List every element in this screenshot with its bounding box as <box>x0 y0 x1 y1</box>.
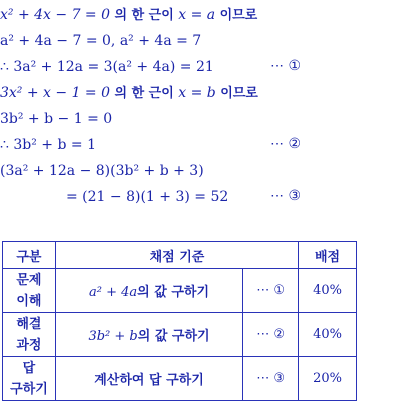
criteria-text: 계산하여 답 구하기 <box>94 373 204 388</box>
text: 이므로 <box>219 8 258 23</box>
criteria-cell <box>55 313 242 357</box>
header-points: 배점 <box>299 242 357 269</box>
category-line-1: 답 <box>22 360 36 376</box>
criteria-cell <box>55 357 242 401</box>
criteria-math: a² + 4a <box>89 285 138 300</box>
points-cell: 40% <box>299 269 357 313</box>
points-cell: 20% <box>299 357 357 401</box>
step-ref-cell: ⋯ ① <box>243 269 299 313</box>
category-cell <box>3 357 56 401</box>
solution-line-7: (3a² + 12a − 8)(3b² + b + 3) <box>0 163 204 179</box>
criteria-text: 의 값 구하기 <box>137 329 210 344</box>
solution-line-5: 3b² + b − 1 = 0 <box>0 111 113 127</box>
step-marker-2: ⋯ ② <box>270 136 302 152</box>
category-line-1: 문제 <box>16 272 42 288</box>
solution-line-3: ∴ 3a² + 12a = 3(a² + 4a) = 21 <box>0 59 214 75</box>
table-row <box>3 269 357 313</box>
solution-line-8: = (21 − 8)(1 + 3) = 52 <box>66 189 229 205</box>
equation: x = b <box>178 85 216 101</box>
points-cell: 40% <box>299 313 357 357</box>
grading-table <box>2 241 357 401</box>
text: 의 한 근이 <box>114 86 174 101</box>
text: 의 한 근이 <box>114 8 174 23</box>
category-line-2: 이해 <box>16 293 42 309</box>
table-row <box>3 357 357 401</box>
equation: x = a <box>178 7 216 23</box>
criteria-text: 의 값 구하기 <box>137 285 210 300</box>
category-cell <box>3 269 56 313</box>
category-line-1: 해결 <box>16 316 42 332</box>
equation: 3x² + x − 1 = 0 <box>0 85 111 101</box>
solution-line-1 <box>0 6 257 25</box>
table-header-row <box>3 242 357 269</box>
step-ref-cell: ⋯ ③ <box>243 357 299 401</box>
step-marker-1: ⋯ ① <box>270 58 302 74</box>
category-line-2: 구하기 <box>10 381 48 397</box>
header-criteria: 채점 기준 <box>55 242 298 269</box>
text: 이므로 <box>220 86 258 101</box>
solution-line-2: a² + 4a − 7 = 0, a² + 4a = 7 <box>0 33 202 49</box>
category-cell <box>3 313 56 357</box>
solution-line-6: ∴ 3b² + b = 1 <box>0 137 96 153</box>
criteria-cell <box>55 269 242 313</box>
table-row <box>3 313 357 357</box>
step-marker-3: ⋯ ③ <box>270 188 302 204</box>
category-line-2: 과정 <box>16 337 42 353</box>
criteria-math: 3b² + b <box>88 329 138 344</box>
header-category: 구분 <box>3 242 56 269</box>
solution-line-4 <box>0 84 258 103</box>
equation: x² + 4x − 7 = 0 <box>0 7 111 23</box>
step-ref-cell: ⋯ ② <box>243 313 299 357</box>
